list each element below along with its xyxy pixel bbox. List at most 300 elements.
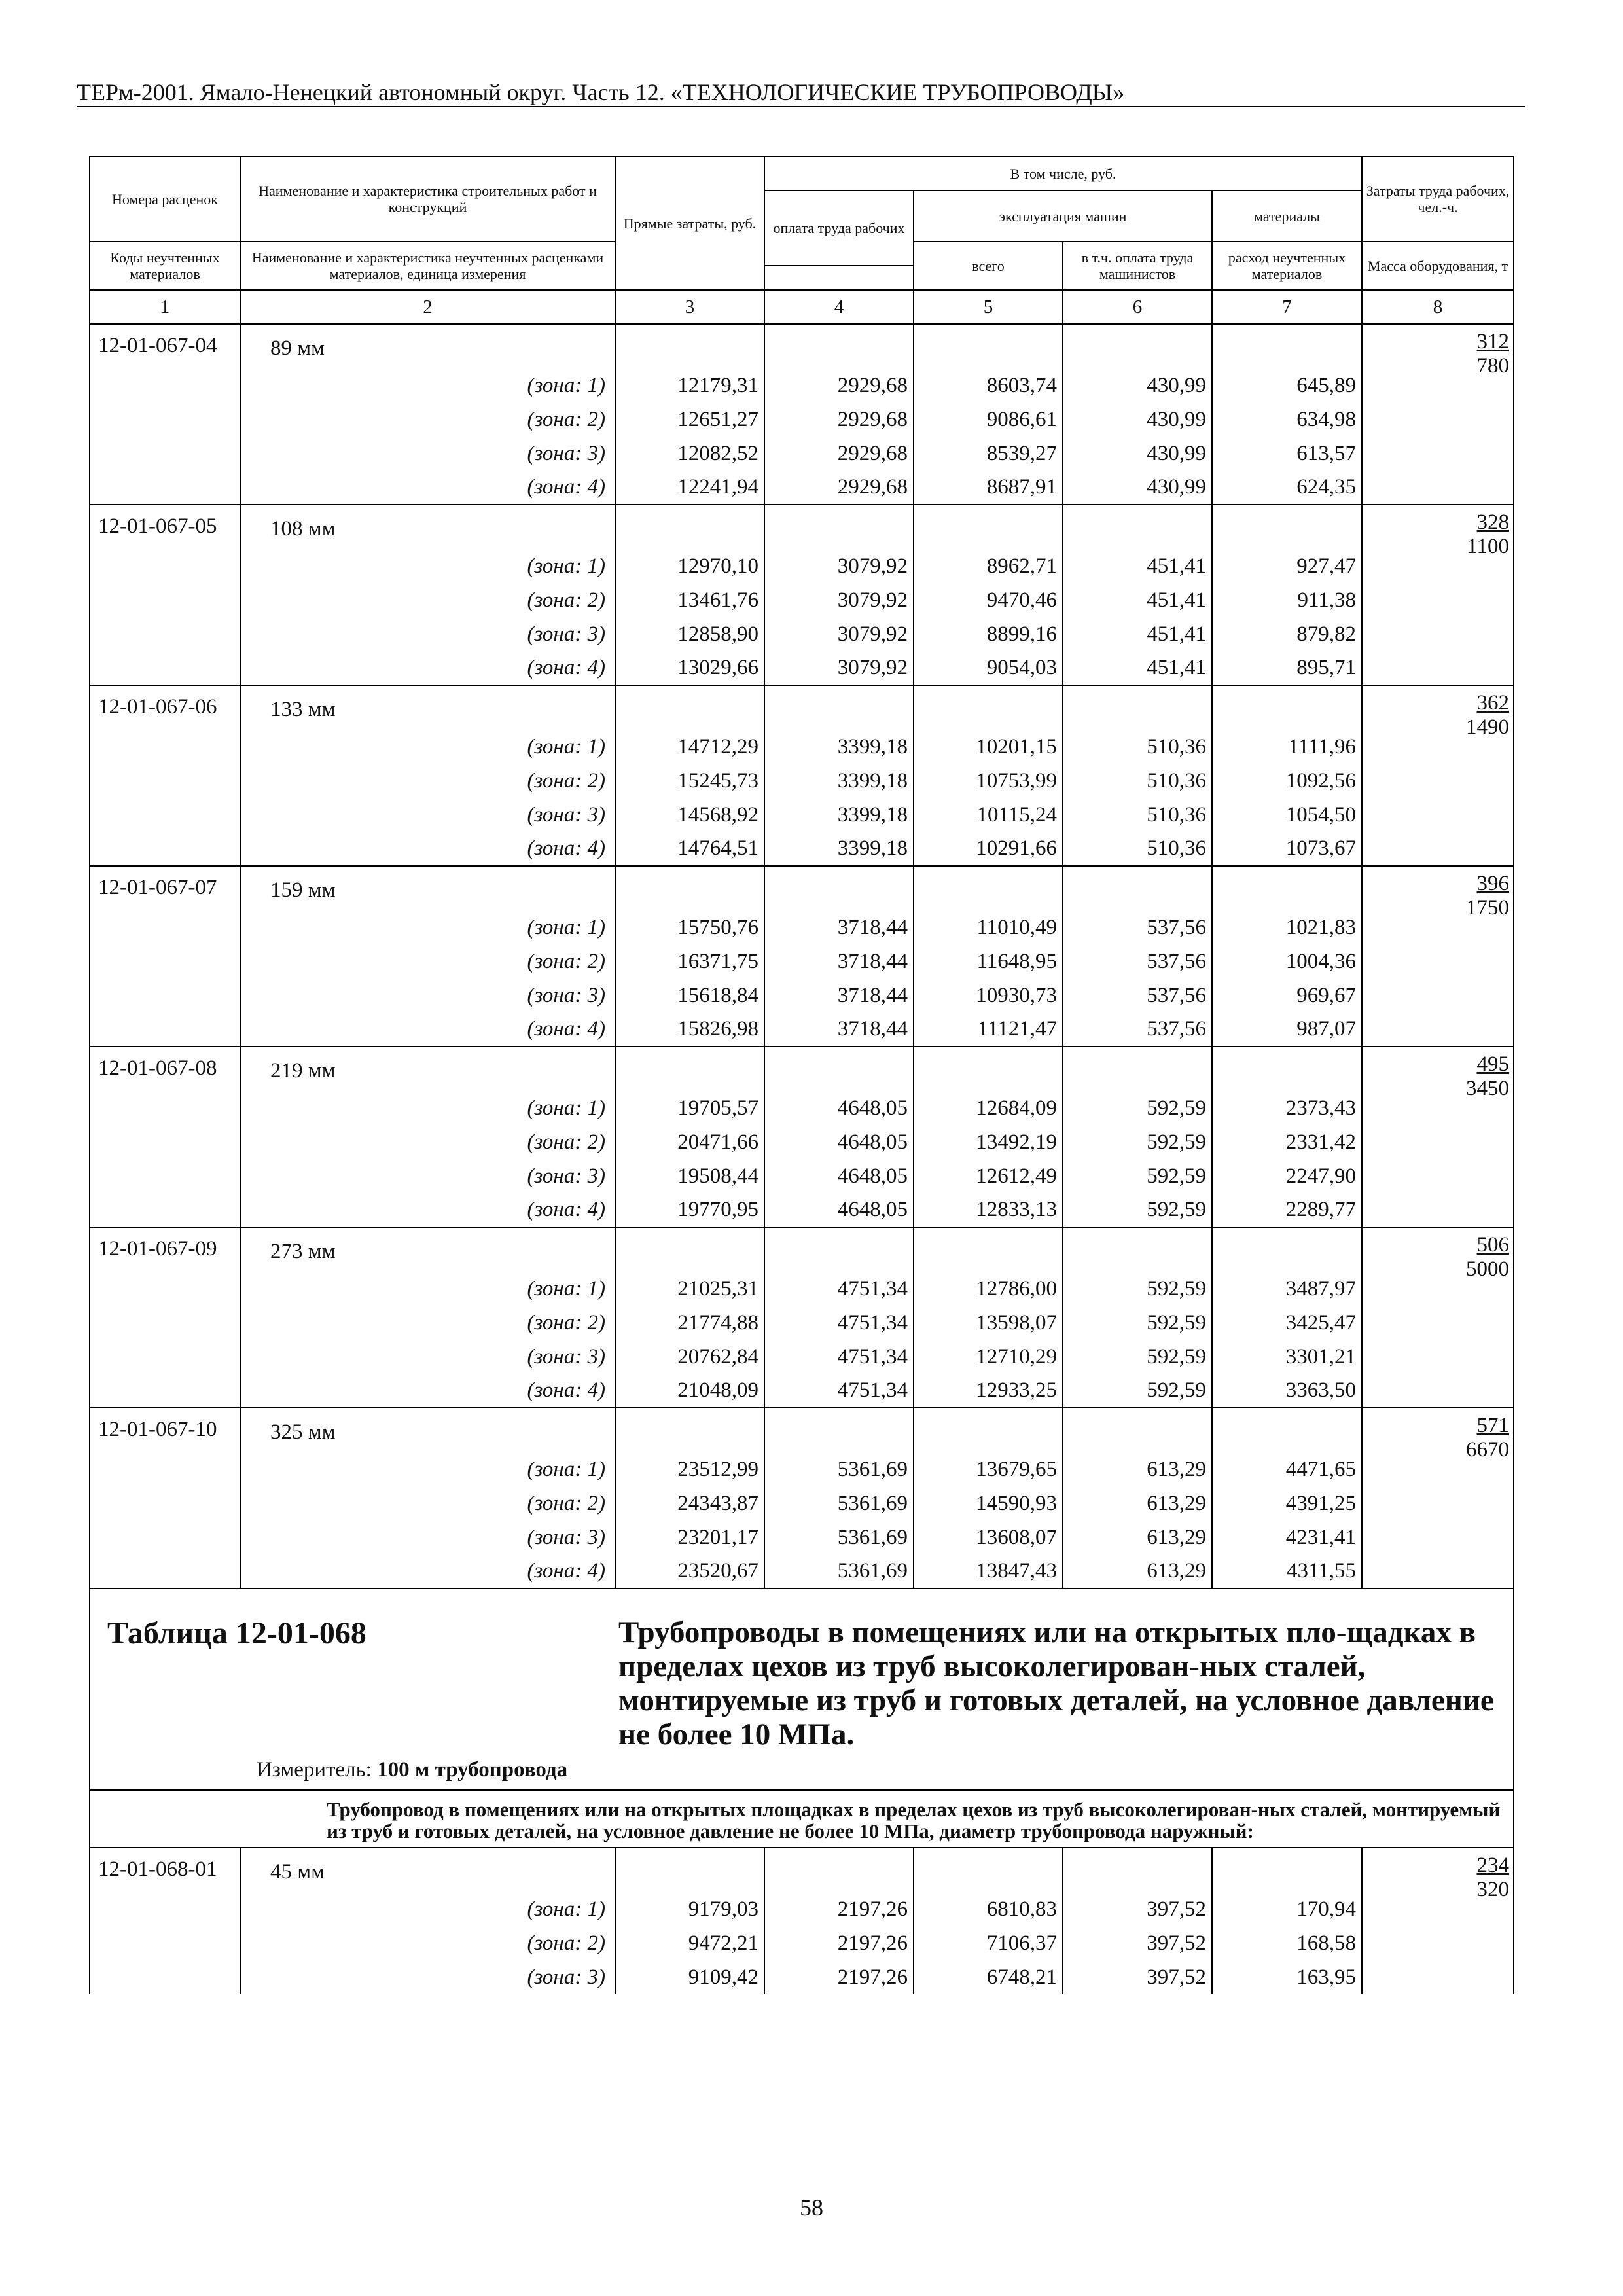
labor-mass-cell (1362, 1408, 1514, 1588)
worker-pay: 4648,05 (764, 1193, 914, 1227)
zone-row (90, 403, 1514, 437)
machines-total: 11648,95 (914, 944, 1063, 978)
machinist-pay: 592,59 (1063, 1272, 1212, 1306)
zone-row (90, 1306, 1514, 1340)
worker-pay: 3079,92 (764, 651, 914, 685)
rate-row (90, 505, 1514, 549)
labor-value: 396 (1476, 872, 1510, 895)
empty-cell (1063, 866, 1212, 910)
materials: 2289,77 (1212, 1193, 1362, 1227)
col-header-machines: эксплуатация машин (914, 190, 1212, 242)
mass-value: 780 (1476, 354, 1510, 378)
zone-row (90, 1892, 1514, 1926)
zone-label: (зона: 4) (240, 651, 615, 685)
header-rule (77, 106, 1525, 107)
materials: 1004,36 (1212, 944, 1362, 978)
empty-cell (90, 1272, 240, 1306)
zone-row (90, 1520, 1514, 1554)
materials: 879,82 (1212, 617, 1362, 651)
worker-pay: 4648,05 (764, 1091, 914, 1125)
zone-label: (зона: 3) (240, 1340, 615, 1374)
direct-costs: 23201,17 (615, 1520, 764, 1554)
column-number: 2 (240, 290, 615, 324)
column-number: 7 (1212, 290, 1362, 324)
empty-cell (764, 685, 914, 730)
worker-pay: 3079,92 (764, 617, 914, 651)
mass-value: 1490 (1466, 715, 1510, 739)
machinist-pay: 592,59 (1063, 1125, 1212, 1159)
zone-row (90, 437, 1514, 471)
zone-row (90, 1960, 1514, 1994)
zone-label: (зона: 4) (240, 1374, 615, 1408)
zone-row (90, 1013, 1514, 1047)
materials: 4471,65 (1212, 1452, 1362, 1486)
rate-code: 12-01-067-08 (90, 1047, 240, 1091)
empty-cell (914, 1047, 1063, 1091)
zone-label: (зона: 2) (240, 944, 615, 978)
machines-total: 12833,13 (914, 1193, 1063, 1227)
empty-cell (1063, 1848, 1212, 1892)
zone-label: (зона: 1) (240, 1452, 615, 1486)
materials: 168,58 (1212, 1926, 1362, 1960)
col-header-labor: Затраты труда рабочих, чел.-ч. (1362, 156, 1514, 242)
empty-cell (90, 1340, 240, 1374)
mass-value: 3450 (1466, 1077, 1510, 1100)
materials: 3487,97 (1212, 1272, 1362, 1306)
materials: 927,47 (1212, 549, 1362, 583)
machinist-pay: 430,99 (1063, 368, 1212, 403)
col-header-material-names: Наименование и характеристика неучтенных расценками материалов, единица измерения (240, 242, 615, 290)
direct-costs: 19508,44 (615, 1159, 764, 1193)
labor-value: 506 (1476, 1233, 1510, 1257)
empty-cell (764, 1408, 914, 1452)
zone-label: (зона: 3) (240, 1520, 615, 1554)
zone-label: (зона: 3) (240, 617, 615, 651)
direct-costs: 24343,87 (615, 1486, 764, 1520)
rate-code: 12-01-067-10 (90, 1408, 240, 1452)
machines-total: 12710,29 (914, 1340, 1063, 1374)
worker-pay: 3718,44 (764, 910, 914, 944)
worker-pay: 3079,92 (764, 549, 914, 583)
direct-costs: 15245,73 (615, 764, 764, 798)
zone-row (90, 1486, 1514, 1520)
empty-cell (90, 1306, 240, 1340)
zone-row (90, 1159, 1514, 1193)
empty-cell (1212, 1848, 1362, 1892)
zone-row (90, 1272, 1514, 1306)
zone-label: (зона: 3) (240, 798, 615, 832)
direct-costs: 16371,75 (615, 944, 764, 978)
zone-label: (зона: 3) (240, 437, 615, 471)
zone-row (90, 832, 1514, 866)
empty-cell (90, 1520, 240, 1554)
mass-value: 5000 (1466, 1257, 1510, 1281)
machinist-pay: 537,56 (1063, 1013, 1212, 1047)
materials: 1054,50 (1212, 798, 1362, 832)
machines-total: 12612,49 (914, 1159, 1063, 1193)
materials: 1073,67 (1212, 832, 1362, 866)
machines-total: 9470,46 (914, 583, 1063, 617)
col-header-machinist-pay: в т.ч. оплата труда машинистов (1063, 242, 1212, 290)
zone-label: (зона: 3) (240, 978, 615, 1013)
machines-total: 8899,16 (914, 617, 1063, 651)
worker-pay: 4751,34 (764, 1340, 914, 1374)
direct-costs: 9472,21 (615, 1926, 764, 1960)
materials: 969,67 (1212, 978, 1362, 1013)
empty-cell (90, 1374, 240, 1408)
empty-cell (90, 437, 240, 471)
machinist-pay: 451,41 (1063, 549, 1212, 583)
machines-total: 10201,15 (914, 730, 1063, 764)
machinist-pay: 430,99 (1063, 471, 1212, 505)
zone-row (90, 549, 1514, 583)
machinist-pay: 397,52 (1063, 1892, 1212, 1926)
rate-code: 12-01-067-04 (90, 324, 240, 368)
machines-total: 12933,25 (914, 1374, 1063, 1408)
empty-cell (615, 1047, 764, 1091)
zone-row (90, 978, 1514, 1013)
column-number: 1 (90, 290, 240, 324)
empty-cell (764, 1848, 914, 1892)
rate-name: 325 мм (240, 1408, 615, 1452)
materials: 613,57 (1212, 437, 1362, 471)
direct-costs: 12241,94 (615, 471, 764, 505)
worker-pay: 2197,26 (764, 1960, 914, 1994)
worker-pay: 3718,44 (764, 944, 914, 978)
empty-cell (90, 1125, 240, 1159)
machines-total: 8603,74 (914, 368, 1063, 403)
worker-pay: 4751,34 (764, 1272, 914, 1306)
materials: 3301,21 (1212, 1340, 1362, 1374)
worker-pay: 2929,68 (764, 471, 914, 505)
empty-cell (90, 1486, 240, 1520)
empty-cell (914, 324, 1063, 368)
worker-pay: 3399,18 (764, 832, 914, 866)
rate-row (90, 866, 1514, 910)
rate-row (90, 324, 1514, 368)
worker-pay: 3399,18 (764, 730, 914, 764)
zone-label: (зона: 3) (240, 1960, 615, 1994)
zone-label: (зона: 2) (240, 764, 615, 798)
labor-value: 328 (1476, 511, 1510, 534)
col-header-work-name: Наименование и характеристика строительных работ и конструкций (240, 156, 615, 242)
column-number: 3 (615, 290, 764, 324)
materials: 1021,83 (1212, 910, 1362, 944)
rate-row (90, 1848, 1514, 1892)
empty-cell (90, 549, 240, 583)
machinist-pay: 397,52 (1063, 1960, 1212, 1994)
materials: 645,89 (1212, 368, 1362, 403)
empty-cell (764, 324, 914, 368)
machinist-pay: 537,56 (1063, 910, 1212, 944)
table-title-cell (90, 1588, 1514, 1790)
labor-value: 362 (1476, 691, 1510, 715)
empty-cell (764, 505, 914, 549)
rate-code: 12-01-067-05 (90, 505, 240, 549)
rate-name: 159 мм (240, 866, 615, 910)
materials: 2247,90 (1212, 1159, 1362, 1193)
direct-costs: 12082,52 (615, 437, 764, 471)
machinist-pay: 592,59 (1063, 1374, 1212, 1408)
machinist-pay: 451,41 (1063, 583, 1212, 617)
empty-cell (90, 730, 240, 764)
zone-label: (зона: 2) (240, 1486, 615, 1520)
column-number: 6 (1063, 290, 1212, 324)
zone-label: (зона: 1) (240, 1091, 615, 1125)
empty-cell (1212, 685, 1362, 730)
machines-total: 10115,24 (914, 798, 1063, 832)
labor-value: 312 (1476, 330, 1510, 353)
direct-costs: 14712,29 (615, 730, 764, 764)
direct-costs: 9109,42 (615, 1960, 764, 1994)
materials: 1092,56 (1212, 764, 1362, 798)
machines-total: 6810,83 (914, 1892, 1063, 1926)
machines-total: 10930,73 (914, 978, 1063, 1013)
materials: 170,94 (1212, 1892, 1362, 1926)
direct-costs: 20762,84 (615, 1340, 764, 1374)
worker-pay: 2197,26 (764, 1926, 914, 1960)
materials: 4311,55 (1212, 1554, 1362, 1588)
direct-costs: 13461,76 (615, 583, 764, 617)
machinist-pay: 510,36 (1063, 798, 1212, 832)
zone-row (90, 910, 1514, 944)
labor-value: 495 (1476, 1052, 1510, 1076)
empty-cell (1212, 1227, 1362, 1272)
labor-mass-cell (1362, 685, 1514, 866)
zone-label: (зона: 4) (240, 1013, 615, 1047)
machinist-pay: 613,29 (1063, 1452, 1212, 1486)
machines-total: 9054,03 (914, 651, 1063, 685)
zone-row (90, 471, 1514, 505)
materials: 987,07 (1212, 1013, 1362, 1047)
rate-row (90, 1408, 1514, 1452)
zone-row (90, 1926, 1514, 1960)
machinist-pay: 510,36 (1063, 730, 1212, 764)
rate-row (90, 685, 1514, 730)
zone-row (90, 1193, 1514, 1227)
running-header: ТЕРм-2001. Ямало-Ненецкий автономный округ. Часть 12. «ТЕХНОЛОГИЧЕСКИЕ ТРУБОПРОВОДЫ» (77, 79, 1125, 105)
empty-cell (90, 1554, 240, 1588)
empty-cell (90, 1159, 240, 1193)
zone-label: (зона: 4) (240, 832, 615, 866)
machinist-pay: 510,36 (1063, 832, 1212, 866)
machinist-pay: 397,52 (1063, 1926, 1212, 1960)
materials: 2331,42 (1212, 1125, 1362, 1159)
worker-pay: 2929,68 (764, 403, 914, 437)
zone-label: (зона: 2) (240, 403, 615, 437)
col-header-rate-number: Номера расценок (90, 156, 240, 242)
worker-pay: 5361,69 (764, 1520, 914, 1554)
materials: 3425,47 (1212, 1306, 1362, 1340)
machinist-pay: 430,99 (1063, 403, 1212, 437)
zone-label: (зона: 1) (240, 368, 615, 403)
zone-label: (зона: 1) (240, 1272, 615, 1306)
machines-total: 13492,19 (914, 1125, 1063, 1159)
zone-label: (зона: 4) (240, 1193, 615, 1227)
direct-costs: 14568,92 (615, 798, 764, 832)
machines-total: 11010,49 (914, 910, 1063, 944)
rate-code: 12-01-067-07 (90, 866, 240, 910)
zone-row (90, 1091, 1514, 1125)
empty-cell (90, 1013, 240, 1047)
labor-mass-cell (1362, 1047, 1514, 1227)
column-number: 5 (914, 290, 1063, 324)
machinist-pay: 592,59 (1063, 1091, 1212, 1125)
worker-pay: 5361,69 (764, 1452, 914, 1486)
zone-label: (зона: 3) (240, 1159, 615, 1193)
machines-total: 9086,61 (914, 403, 1063, 437)
materials: 2373,43 (1212, 1091, 1362, 1125)
column-numbers-row (90, 290, 1514, 324)
empty-cell (90, 1452, 240, 1486)
col-header-material-codes: Коды неучтенных материалов (90, 242, 240, 290)
direct-costs: 20471,66 (615, 1125, 764, 1159)
empty-cell (90, 1926, 240, 1960)
machines-total: 8962,71 (914, 549, 1063, 583)
labor-mass-cell (1362, 1227, 1514, 1408)
machinist-pay: 613,29 (1063, 1486, 1212, 1520)
machinist-pay: 537,56 (1063, 978, 1212, 1013)
rate-code: 12-01-067-06 (90, 685, 240, 730)
zone-row (90, 651, 1514, 685)
worker-pay: 3718,44 (764, 978, 914, 1013)
rate-row (90, 1227, 1514, 1272)
materials: 895,71 (1212, 651, 1362, 685)
materials: 163,95 (1212, 1960, 1362, 1994)
machines-total: 6748,21 (914, 1960, 1063, 1994)
materials: 3363,50 (1212, 1374, 1362, 1408)
worker-pay: 4751,34 (764, 1306, 914, 1340)
empty-cell (914, 1408, 1063, 1452)
col-header-direct-costs: Прямые затраты, руб. (615, 156, 764, 290)
zone-row (90, 1374, 1514, 1408)
machinist-pay: 613,29 (1063, 1554, 1212, 1588)
empty-cell (90, 910, 240, 944)
worker-pay: 3079,92 (764, 583, 914, 617)
labor-value: 234 (1476, 1854, 1510, 1877)
machines-total: 12684,09 (914, 1091, 1063, 1125)
empty-cell (1212, 866, 1362, 910)
zone-row (90, 798, 1514, 832)
empty-cell (1212, 1047, 1362, 1091)
machinist-pay: 613,29 (1063, 1520, 1212, 1554)
empty-cell (90, 1892, 240, 1926)
zone-label: (зона: 4) (240, 471, 615, 505)
machines-total: 13608,07 (914, 1520, 1063, 1554)
direct-costs: 9179,03 (615, 1892, 764, 1926)
machinist-pay: 592,59 (1063, 1340, 1212, 1374)
rates-group-068 (90, 1848, 1514, 1994)
machines-total: 13598,07 (914, 1306, 1063, 1340)
empty-cell (764, 1227, 914, 1272)
col-header-worker-pay: оплата труда рабочих (764, 190, 914, 266)
table-title: Трубопроводы в помещениях или на открытых пло-щадках в пределах цехов из труб высоколегирован-ных сталей, монтируемые из труб и готовых деталей, на условное давление не более 10 МПа. (618, 1615, 1494, 1751)
empty-cell (615, 1848, 764, 1892)
materials: 624,35 (1212, 471, 1362, 505)
zone-row (90, 764, 1514, 798)
zone-label: (зона: 1) (240, 549, 615, 583)
direct-costs: 21774,88 (615, 1306, 764, 1340)
rate-row (90, 1047, 1514, 1091)
rate-name: 219 мм (240, 1047, 615, 1091)
empty-cell (1063, 324, 1212, 368)
empty-cell (615, 685, 764, 730)
group-description: Трубопровод в помещениях или на открытых площадках в пределах цехов из труб высоколегирован-ных сталей, монтируемый из труб и готовых деталей, на условное давление не более 10 МПа, диаметр трубопровода наружный: (240, 1790, 1514, 1848)
empty-cell (615, 1227, 764, 1272)
materials: 911,38 (1212, 583, 1362, 617)
machines-total: 11121,47 (914, 1013, 1063, 1047)
direct-costs: 12651,27 (615, 403, 764, 437)
rates-group-067 (90, 324, 1514, 1588)
col-header-in-that: В том числе, руб. (764, 156, 1362, 190)
empty-cell (90, 651, 240, 685)
empty-cell (90, 1193, 240, 1227)
empty-cell (914, 1227, 1063, 1272)
direct-costs: 15618,84 (615, 978, 764, 1013)
empty-cell (615, 324, 764, 368)
page-number: 58 (800, 2195, 823, 2221)
worker-pay: 2929,68 (764, 437, 914, 471)
rate-code: 12-01-067-09 (90, 1227, 240, 1272)
labor-mass-cell (1362, 866, 1514, 1047)
machines-total: 10291,66 (914, 832, 1063, 866)
zone-label: (зона: 2) (240, 1306, 615, 1340)
machinist-pay: 510,36 (1063, 764, 1212, 798)
empty-cell (90, 944, 240, 978)
direct-costs: 23512,99 (615, 1452, 764, 1486)
empty-cell (1063, 1227, 1212, 1272)
zone-row (90, 1340, 1514, 1374)
empty-cell (90, 798, 240, 832)
empty-cell (764, 866, 914, 910)
direct-costs: 12858,90 (615, 617, 764, 651)
zone-label: (зона: 2) (240, 1926, 615, 1960)
empty-cell (1063, 505, 1212, 549)
empty-cell (914, 685, 1063, 730)
worker-pay: 4648,05 (764, 1159, 914, 1193)
table-label: Таблица 12-01-068 (107, 1616, 366, 1651)
empty-cell (90, 368, 240, 403)
empty-cell (90, 471, 240, 505)
materials: 634,98 (1212, 403, 1362, 437)
empty-cell (615, 1408, 764, 1452)
machines-total: 13679,65 (914, 1452, 1063, 1486)
machinist-pay: 592,59 (1063, 1159, 1212, 1193)
rate-name: 273 мм (240, 1227, 615, 1272)
worker-pay: 3399,18 (764, 764, 914, 798)
column-number: 8 (1362, 290, 1514, 324)
table-meter (257, 1758, 567, 1782)
materials: 4391,25 (1212, 1486, 1362, 1520)
col-header-material-consumption: расход неучтенных материалов (1212, 242, 1362, 290)
labor-mass-cell (1362, 324, 1514, 505)
empty-cell (1212, 1408, 1362, 1452)
empty-cell (615, 505, 764, 549)
worker-pay: 5361,69 (764, 1554, 914, 1588)
rate-name: 133 мм (240, 685, 615, 730)
zone-row (90, 583, 1514, 617)
group-description-row (90, 1790, 1514, 1848)
empty-cell (90, 1960, 240, 1994)
rate-name: 108 мм (240, 505, 615, 549)
rate-name: 89 мм (240, 324, 615, 368)
mass-value: 1100 (1467, 535, 1510, 558)
machines-total: 8539,27 (914, 437, 1063, 471)
empty-cell (1212, 505, 1362, 549)
empty-cell (914, 1848, 1063, 1892)
empty-cell (1212, 324, 1362, 368)
machinist-pay: 592,59 (1063, 1193, 1212, 1227)
